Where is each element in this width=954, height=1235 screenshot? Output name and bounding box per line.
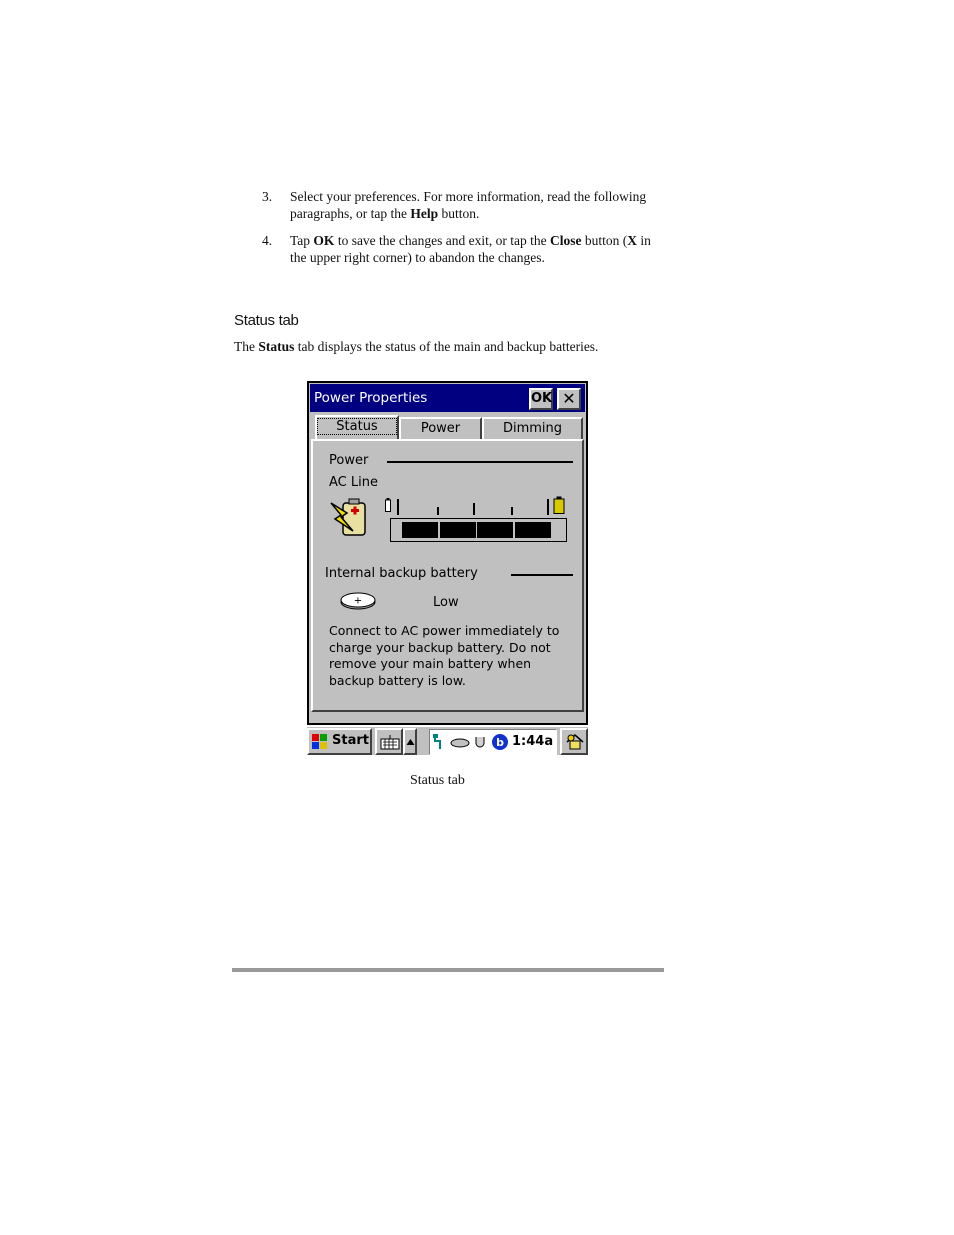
figure-caption: Status tab (410, 773, 465, 788)
section-intro: The Status tab displays the status of the main and backup batteries. (234, 339, 599, 354)
tray-status-icons[interactable] (432, 733, 510, 751)
level-tick (547, 499, 549, 515)
battery-level-segment (477, 522, 513, 538)
tab-dimming[interactable]: Dimming (482, 417, 583, 439)
level-tick (473, 503, 475, 515)
tab-status[interactable] (315, 415, 399, 441)
power-group-label: Power (329, 453, 369, 468)
power-properties-window (307, 381, 588, 725)
svg-text:+: + (353, 595, 363, 607)
tab-status-label: Status (317, 418, 396, 435)
arrow-up-icon (406, 738, 415, 746)
step-text: Select your preferences. For more information, read the following paragraphs, or tap the Help button. (290, 189, 647, 221)
section-heading: Status tab (234, 312, 299, 329)
level-tick (511, 507, 513, 515)
tab-power[interactable]: Power (399, 417, 482, 439)
backup-group-label: Internal backup battery (325, 566, 478, 581)
taskbar (307, 725, 588, 755)
level-tick (437, 507, 439, 515)
notification-tray (429, 729, 557, 755)
status-panel (311, 439, 584, 712)
desktop-button[interactable] (560, 728, 588, 755)
step-number: 4. (262, 233, 273, 248)
desktop-house-icon (565, 733, 585, 751)
empty-battery-icon (385, 498, 391, 512)
clock[interactable]: 1:44a (512, 734, 554, 749)
svg-text:b: b (496, 736, 504, 749)
ok-button[interactable]: OK (529, 388, 553, 410)
input-menu-arrow[interactable] (403, 728, 417, 755)
full-battery-icon (553, 496, 565, 514)
divider (511, 574, 573, 576)
keyboard-icon (380, 734, 400, 750)
ac-power-battery-icon (329, 497, 371, 539)
battery-level-segment (515, 522, 551, 538)
main-battery-level-bar (390, 518, 567, 542)
coin-cell-battery-icon (339, 591, 377, 611)
windows-flag-icon (311, 733, 329, 750)
step-text: Tap OK to save the changes and exit, or tap the Close button (X in the upper right corner) to abandon the changes. (290, 233, 651, 265)
backup-warning-message: Connect to AC power immediately to charge your backup battery. Do not remove your main battery when backup battery is low. (329, 623, 560, 688)
start-button[interactable] (307, 728, 372, 755)
step-number: 3. (262, 189, 273, 204)
start-label: Start (332, 733, 369, 748)
power-properties-screenshot (307, 381, 588, 755)
footer-rule (232, 968, 664, 972)
divider (387, 461, 573, 463)
tab-strip (313, 415, 583, 439)
keyboard-button[interactable] (375, 728, 403, 755)
window-title: Power Properties (314, 390, 428, 406)
battery-level-segment (440, 522, 476, 538)
battery-level-segment (402, 522, 438, 538)
title-bar (310, 384, 585, 412)
level-tick (397, 499, 399, 515)
backup-status: Low (433, 595, 459, 610)
close-button[interactable]: ✕ (557, 388, 581, 410)
power-source-label: AC Line (329, 475, 378, 490)
